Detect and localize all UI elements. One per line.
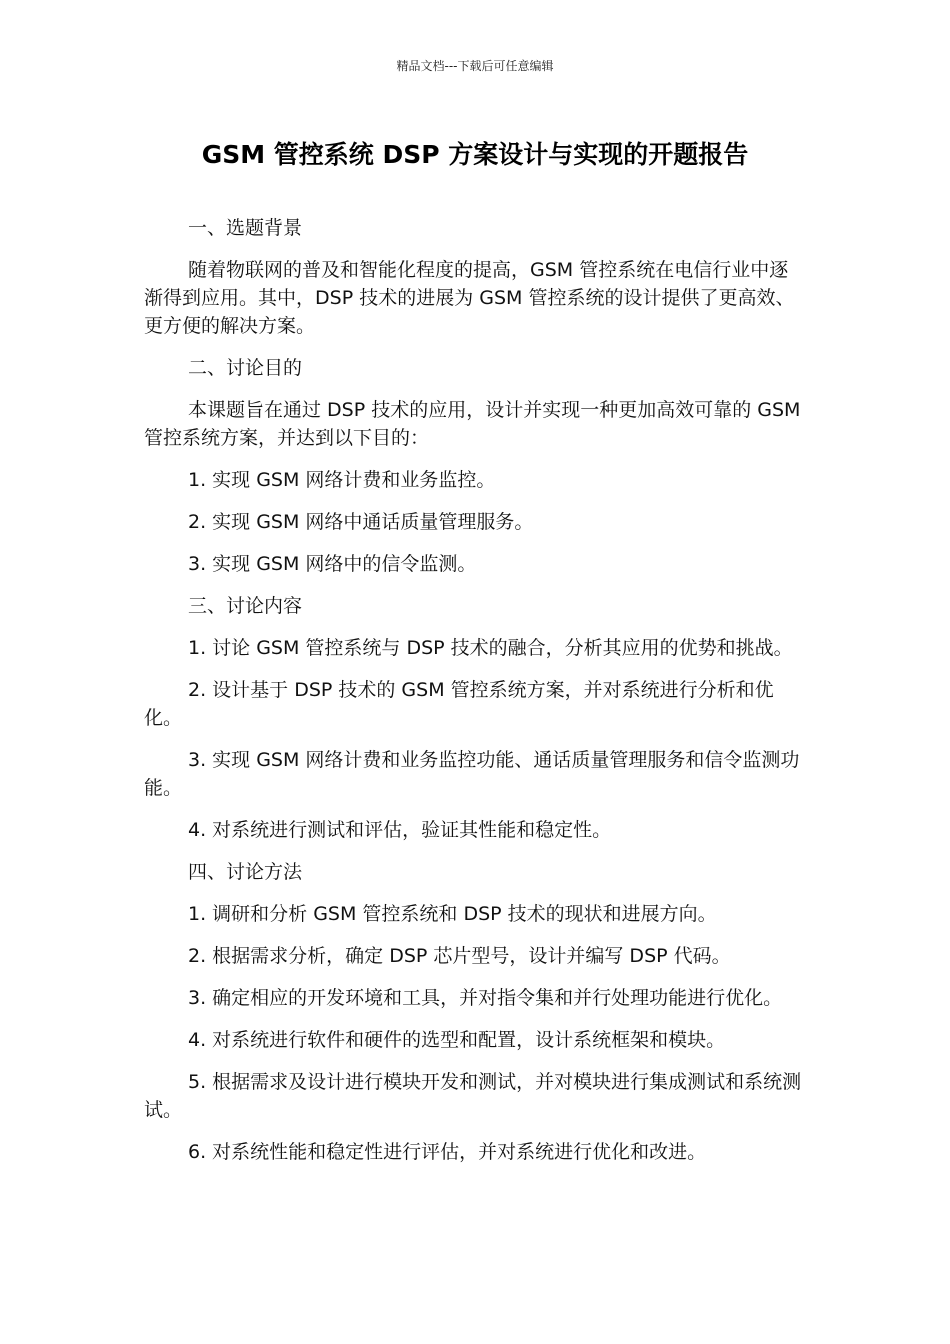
- page-header-watermark: 精品文档---下载后可任意编辑: [396, 59, 554, 73]
- purpose-paragraph: 本课题旨在通过 DSP 技术的应用，设计并实现一种更加高效可靠的 GSM 管控系统方案，并达到以下目的：: [144, 399, 801, 449]
- purpose-item: 2. 实现 GSM 网络中通话质量管理服务。: [188, 511, 534, 533]
- purpose-item: 3. 实现 GSM 网络中的信令监测。: [188, 553, 477, 575]
- method-item: 6. 对系统性能和稳定性进行评估，并对系统进行优化和改进。: [188, 1141, 707, 1163]
- content-item: 1. 讨论 GSM 管控系统与 DSP 技术的融合，分析其应用的优势和挑战。: [188, 637, 793, 659]
- method-item: 4. 对系统进行软件和硬件的选型和配置，设计系统框架和模块。: [188, 1029, 726, 1051]
- section-heading-purpose: 二、讨论目的: [188, 357, 303, 379]
- content-item: 2. 设计基于 DSP 技术的 GSM 管控系统方案，并对系统进行分析和优化。: [144, 679, 774, 729]
- background-paragraph: 随着物联网的普及和智能化程度的提高，GSM 管控系统在电信行业中逐渐得到应用。其中，DSP 技术的进展为 GSM 管控系统的设计提供了更高效、更方便的解决方案。: [144, 259, 795, 337]
- method-item: 2. 根据需求分析，确定 DSP 芯片型号，设计并编写 DSP 代码。: [188, 945, 731, 967]
- content-item: 4. 对系统进行测试和评估，验证其性能和稳定性。: [188, 819, 612, 841]
- method-item: 1. 调研和分析 GSM 管控系统和 DSP 技术的现状和进展方向。: [188, 903, 717, 925]
- content-item: 3. 实现 GSM 网络计费和业务监控功能、通话质量管理服务和信令监测功能。: [144, 749, 800, 799]
- purpose-item: 1. 实现 GSM 网络计费和业务监控。: [188, 469, 496, 491]
- document-body: [144, 214, 806, 1180]
- method-item: 5. 根据需求及设计进行模块开发和测试，并对模块进行集成测试和系统测试。: [144, 1071, 802, 1121]
- section-heading-method: 四、讨论方法: [188, 861, 303, 883]
- section-heading-background: 一、选题背景: [188, 217, 303, 239]
- section-heading-content: 三、讨论内容: [188, 595, 303, 617]
- document-title: GSM 管控系统 DSP 方案设计与实现的开题报告: [201, 140, 749, 169]
- method-item: 3. 确定相应的开发环境和工具，并对指令集和并行处理功能进行优化。: [188, 987, 783, 1009]
